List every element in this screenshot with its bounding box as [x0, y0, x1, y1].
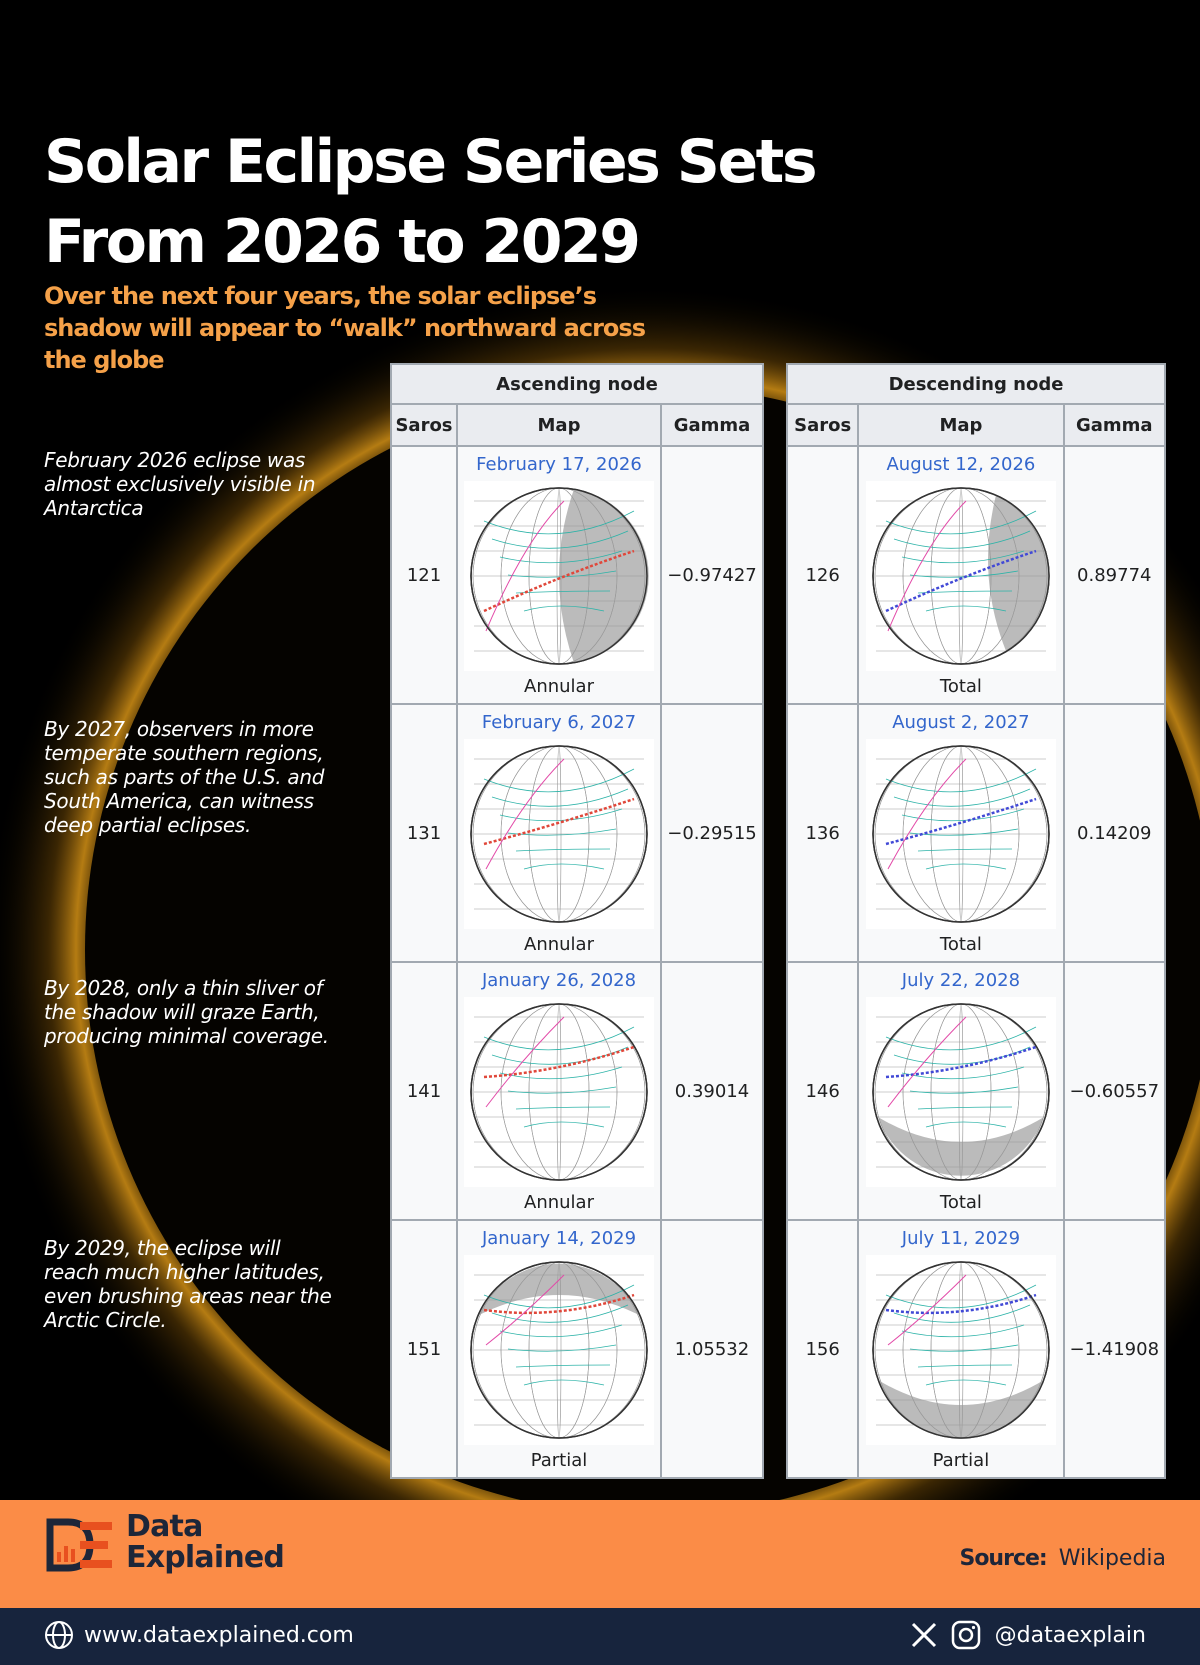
- x-icon[interactable]: [911, 1622, 937, 1648]
- eclipse-date-link[interactable]: August 12, 2026: [886, 454, 1036, 475]
- table-row: [391, 962, 763, 1220]
- eclipse-date-link[interactable]: February 6, 2027: [481, 712, 637, 733]
- title-line-1: Solar Eclipse Series Sets: [44, 127, 816, 197]
- eclipse-map-globe: [464, 997, 654, 1187]
- eclipse-date-link[interactable]: January 26, 2028: [481, 970, 637, 991]
- eclipse-type: Partial: [932, 1450, 990, 1471]
- map-cell: [457, 962, 661, 1220]
- saros-cell: 146: [787, 962, 858, 1220]
- saros-cell: 151: [391, 1220, 457, 1478]
- eclipse-map-globe: [464, 481, 654, 671]
- ascending-node-header: Ascending node: [391, 364, 763, 404]
- ascending-node-table: [390, 363, 764, 1479]
- table-row: [787, 1220, 1165, 1478]
- social-links: [911, 1620, 1146, 1650]
- saros-cell: 141: [391, 962, 457, 1220]
- source-credit: [959, 1546, 1166, 1571]
- eclipse-map-globe: [866, 997, 1056, 1187]
- saros-cell: 121: [391, 446, 457, 704]
- eclipse-type: Partial: [530, 1450, 588, 1471]
- gamma-cell: 1.05532: [661, 1220, 763, 1478]
- eclipse-type: Total: [939, 934, 982, 955]
- gamma-cell: 0.89774: [1064, 446, 1165, 704]
- note-2029: By 2029, the eclipse will reach much higher latitudes, even brushing areas near the Arctic Circle.: [44, 1236, 332, 1332]
- eclipse-type: Annular: [524, 934, 594, 955]
- source-value: Wikipedia: [1058, 1546, 1166, 1571]
- map-cell: [858, 1220, 1063, 1478]
- website-text: www.dataexplained.com: [84, 1622, 354, 1648]
- map-cell: [457, 704, 661, 962]
- saros-cell: 126: [787, 446, 858, 704]
- brand-line-1: Data: [126, 1509, 203, 1544]
- table-row: [787, 962, 1165, 1220]
- col-gamma: Gamma: [1064, 404, 1165, 446]
- saros-cell: 131: [391, 704, 457, 962]
- col-map: Map: [858, 404, 1063, 446]
- eclipse-type: Total: [939, 676, 982, 697]
- saros-cell: 136: [787, 704, 858, 962]
- map-cell: [858, 704, 1063, 962]
- eclipse-date-link[interactable]: February 17, 2026: [476, 454, 642, 475]
- gamma-cell: −1.41908: [1064, 1220, 1165, 1478]
- social-handle: @dataexplain: [994, 1622, 1146, 1648]
- instagram-icon[interactable]: [951, 1620, 981, 1650]
- eclipse-date-link[interactable]: August 2, 2027: [892, 712, 1030, 733]
- gamma-cell: −0.97427: [661, 446, 763, 704]
- gamma-cell: 0.39014: [661, 962, 763, 1220]
- data-explained-logo-icon: [46, 1518, 114, 1572]
- col-map: Map: [457, 404, 661, 446]
- source-label: Source:: [959, 1546, 1047, 1571]
- table-row: [391, 446, 763, 704]
- descending-node-header: Descending node: [787, 364, 1165, 404]
- gamma-cell: −0.60557: [1064, 962, 1165, 1220]
- eclipse-type: Annular: [524, 676, 594, 697]
- saros-cell: 156: [787, 1220, 858, 1478]
- eclipse-map-globe: [464, 1255, 654, 1445]
- eclipse-map-globe: [464, 739, 654, 929]
- page-title: [44, 122, 815, 282]
- gamma-cell: 0.14209: [1064, 704, 1165, 962]
- table-row: [787, 446, 1165, 704]
- map-cell: [858, 962, 1063, 1220]
- gamma-cell: −0.29515: [661, 704, 763, 962]
- website-link[interactable]: [44, 1620, 354, 1650]
- title-line-2: From 2026 to 2029: [44, 207, 639, 277]
- eclipse-date-link[interactable]: July 11, 2029: [901, 1228, 1021, 1249]
- brand-line-2: Explained: [126, 1540, 285, 1575]
- table-row: [391, 1220, 763, 1478]
- eclipse-type: Total: [939, 1192, 982, 1213]
- note-2026: February 2026 eclipse was almost exclusively visible in Antarctica: [44, 448, 316, 520]
- eclipse-map-globe: [866, 1255, 1056, 1445]
- eclipse-type: Annular: [524, 1192, 594, 1213]
- col-gamma: Gamma: [661, 404, 763, 446]
- col-saros: Saros: [787, 404, 858, 446]
- table-row: [787, 704, 1165, 962]
- table-row: [391, 704, 763, 962]
- col-saros: Saros: [391, 404, 457, 446]
- eclipse-date-link[interactable]: July 22, 2028: [901, 970, 1021, 991]
- eclipse-map-globe: [866, 481, 1056, 671]
- brand-name: [126, 1511, 284, 1573]
- descending-node-table: [786, 363, 1166, 1479]
- eclipse-date-link[interactable]: January 14, 2029: [481, 1228, 637, 1249]
- globe-icon: [44, 1620, 74, 1650]
- map-cell: [457, 446, 661, 704]
- map-cell: [858, 446, 1063, 704]
- note-2028: By 2028, only a thin sliver of the shadow will graze Earth, producing minimal coverage.: [44, 976, 329, 1048]
- map-cell: [457, 1220, 661, 1478]
- eclipse-map-globe: [866, 739, 1056, 929]
- page-subtitle: Over the next four years, the solar eclipse’s shadow will appear to “walk” northward across the globe: [44, 282, 645, 374]
- note-2027: By 2027, observers in more temperate southern regions, such as parts of the U.S. and South America, can witness deep partial eclipses.: [44, 717, 325, 837]
